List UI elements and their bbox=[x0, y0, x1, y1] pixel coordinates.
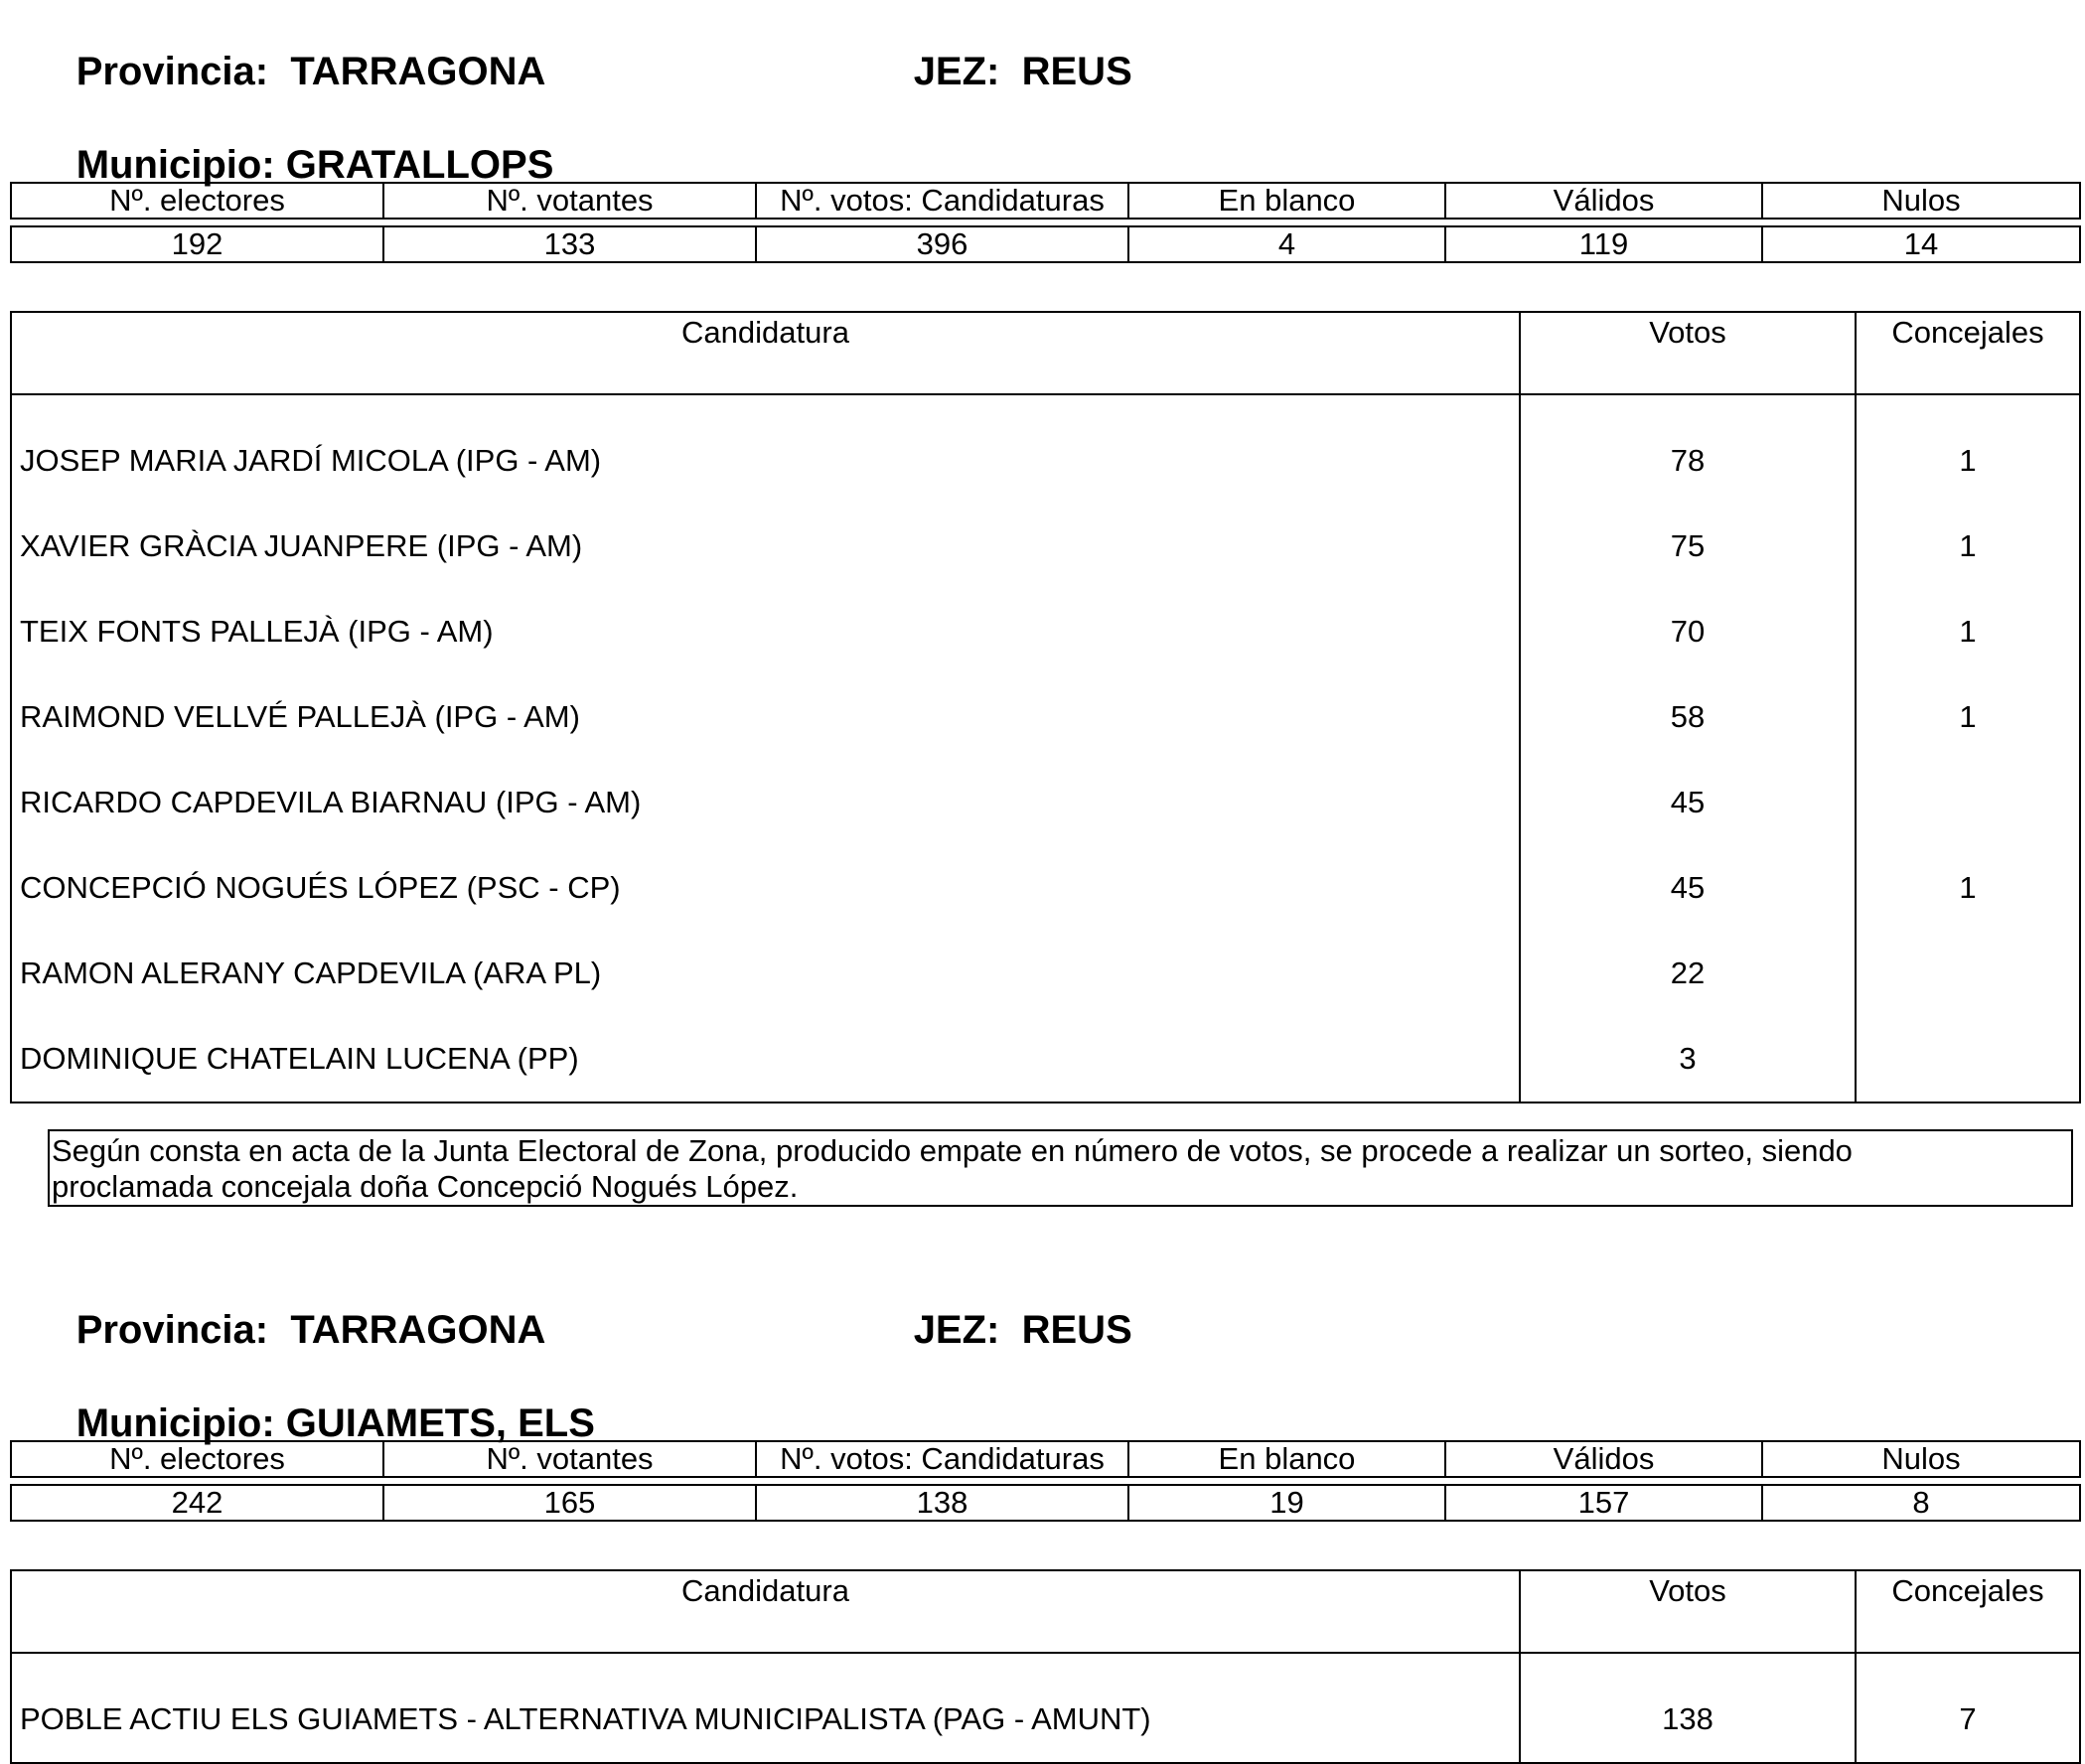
candidates-header-row bbox=[11, 1570, 2080, 1653]
candidate-row bbox=[11, 1016, 2080, 1102]
stats-value-validos: 157 bbox=[1445, 1485, 1762, 1521]
tie-note-line-1: Según consta en acta de la Junta Electoral de Zona, producido empate en número de votos, se procede a realizar un sorteo, siendo bbox=[52, 1133, 1853, 1168]
stats-header-row bbox=[11, 183, 2080, 219]
stats-value-nulos: 14 bbox=[1762, 226, 2080, 262]
candidates-header-name: Candidatura bbox=[11, 312, 1520, 394]
municipio-label: Municipio: bbox=[75, 1401, 275, 1445]
candidate-row bbox=[11, 674, 2080, 760]
stats-value-validos: 119 bbox=[1445, 226, 1762, 262]
stats-table bbox=[10, 182, 2081, 263]
candidates-header-votes: Votos bbox=[1520, 1570, 1856, 1653]
tie-note-line-2: proclamada concejala doña Concepció Nogués López. bbox=[52, 1169, 799, 1204]
stats-header-en-blanco: En blanco bbox=[1128, 1441, 1445, 1477]
candidate-seats: 1 bbox=[1856, 394, 2080, 504]
candidate-votes: 58 bbox=[1520, 674, 1856, 760]
candidates-header-seats: Concejales bbox=[1856, 312, 2080, 394]
candidate-votes: 70 bbox=[1520, 589, 1856, 674]
stats-gap bbox=[11, 1477, 2080, 1485]
stats-gap-row bbox=[11, 219, 2080, 226]
provincia-label: Provincia: bbox=[75, 50, 269, 93]
stats-header-validos: Válidos bbox=[1445, 1441, 1762, 1477]
jez-value: REUS bbox=[1021, 1308, 1132, 1352]
candidates-header-seats: Concejales bbox=[1856, 1570, 2080, 1653]
stats-header-votos-candidaturas: Nº. votos: Candidaturas bbox=[756, 1441, 1128, 1477]
stats-value-en-blanco: 4 bbox=[1128, 226, 1445, 262]
candidate-votes: 45 bbox=[1520, 845, 1856, 931]
stats-value-electores: 242 bbox=[11, 1485, 383, 1521]
municipio-label: Municipio: bbox=[75, 143, 275, 187]
candidate-seats bbox=[1856, 1016, 2080, 1102]
jez-label: JEZ: bbox=[913, 50, 1000, 93]
stats-value-electores: 192 bbox=[11, 226, 383, 262]
stats-value-nulos: 8 bbox=[1762, 1485, 2080, 1521]
stats-table bbox=[10, 1440, 2081, 1522]
candidate-row bbox=[11, 845, 2080, 931]
stats-value-row bbox=[11, 1485, 2080, 1521]
stats-header-nulos: Nulos bbox=[1762, 183, 2080, 219]
candidates-header-row bbox=[11, 312, 2080, 394]
jez-value: REUS bbox=[1021, 50, 1132, 93]
candidate-name: RAIMOND VELLVÉ PALLEJÀ (IPG - AM) bbox=[11, 674, 1520, 760]
municipio-value: GRATALLOPS bbox=[285, 143, 554, 187]
municipio-value: GUIAMETS, ELS bbox=[285, 1401, 595, 1445]
candidate-row bbox=[11, 504, 2080, 589]
candidate-name: XAVIER GRÀCIA JUANPERE (IPG - AM) bbox=[11, 504, 1520, 589]
stats-gap-row bbox=[11, 1477, 2080, 1485]
candidate-name: DOMINIQUE CHATELAIN LUCENA (PP) bbox=[11, 1016, 1520, 1102]
candidate-votes: 3 bbox=[1520, 1016, 1856, 1102]
stats-header-nulos: Nulos bbox=[1762, 1441, 2080, 1477]
candidate-votes: 75 bbox=[1520, 504, 1856, 589]
candidate-name: JOSEP MARIA JARDÍ MICOLA (IPG - AM) bbox=[11, 394, 1520, 504]
candidate-row bbox=[11, 1653, 2080, 1763]
tie-note bbox=[48, 1129, 2073, 1207]
candidate-name: RAMON ALERANY CAPDEVILA (ARA PL) bbox=[11, 931, 1520, 1016]
candidates-table bbox=[10, 311, 2081, 1103]
candidate-votes: 138 bbox=[1520, 1653, 1856, 1763]
candidate-name: CONCEPCIÓ NOGUÉS LÓPEZ (PSC - CP) bbox=[11, 845, 1520, 931]
stats-header-electores: Nº. electores bbox=[11, 1441, 383, 1477]
candidate-row bbox=[11, 589, 2080, 674]
stats-header-electores: Nº. electores bbox=[11, 183, 383, 219]
candidates-table bbox=[10, 1569, 2081, 1764]
stats-gap bbox=[11, 219, 2080, 226]
candidate-votes: 45 bbox=[1520, 760, 1856, 845]
stats-header-validos: Válidos bbox=[1445, 183, 1762, 219]
candidates-header-name: Candidatura bbox=[11, 1570, 1520, 1653]
stats-value-votos-candidaturas: 396 bbox=[756, 226, 1128, 262]
candidate-votes: 78 bbox=[1520, 394, 1856, 504]
provincia-value: TARRAGONA bbox=[290, 1308, 546, 1352]
candidate-row bbox=[11, 931, 2080, 1016]
stats-value-votantes: 133 bbox=[383, 226, 756, 262]
stats-value-votos-candidaturas: 138 bbox=[756, 1485, 1128, 1521]
jez-header bbox=[847, 0, 1132, 143]
candidate-row bbox=[11, 760, 2080, 845]
stats-value-votantes: 165 bbox=[383, 1485, 756, 1521]
stats-header-votantes: Nº. votantes bbox=[383, 1441, 756, 1477]
candidate-row bbox=[11, 394, 2080, 504]
jez-header bbox=[847, 1258, 1132, 1401]
candidate-name: TEIX FONTS PALLEJÀ (IPG - AM) bbox=[11, 589, 1520, 674]
candidate-seats: 7 bbox=[1856, 1653, 2080, 1763]
stats-header-votantes: Nº. votantes bbox=[383, 183, 756, 219]
stats-header-en-blanco: En blanco bbox=[1128, 183, 1445, 219]
jez-label: JEZ: bbox=[913, 1308, 1000, 1352]
candidate-seats: 1 bbox=[1856, 674, 2080, 760]
stats-header-row bbox=[11, 1441, 2080, 1477]
candidate-votes: 22 bbox=[1520, 931, 1856, 1016]
candidate-name: POBLE ACTIU ELS GUIAMETS - ALTERNATIVA MUNICIPALISTA (PAG - AMUNT) bbox=[11, 1653, 1520, 1763]
candidate-seats: 1 bbox=[1856, 845, 2080, 931]
candidate-seats bbox=[1856, 760, 2080, 845]
provincia-label: Provincia: bbox=[75, 1308, 269, 1352]
candidate-seats: 1 bbox=[1856, 589, 2080, 674]
candidates-header-votes: Votos bbox=[1520, 312, 1856, 394]
provincia-value: TARRAGONA bbox=[290, 50, 546, 93]
stats-value-row bbox=[11, 226, 2080, 262]
candidate-seats: 1 bbox=[1856, 504, 2080, 589]
candidate-name: RICARDO CAPDEVILA BIARNAU (IPG - AM) bbox=[11, 760, 1520, 845]
stats-header-votos-candidaturas: Nº. votos: Candidaturas bbox=[756, 183, 1128, 219]
stats-value-en-blanco: 19 bbox=[1128, 1485, 1445, 1521]
candidate-seats bbox=[1856, 931, 2080, 1016]
